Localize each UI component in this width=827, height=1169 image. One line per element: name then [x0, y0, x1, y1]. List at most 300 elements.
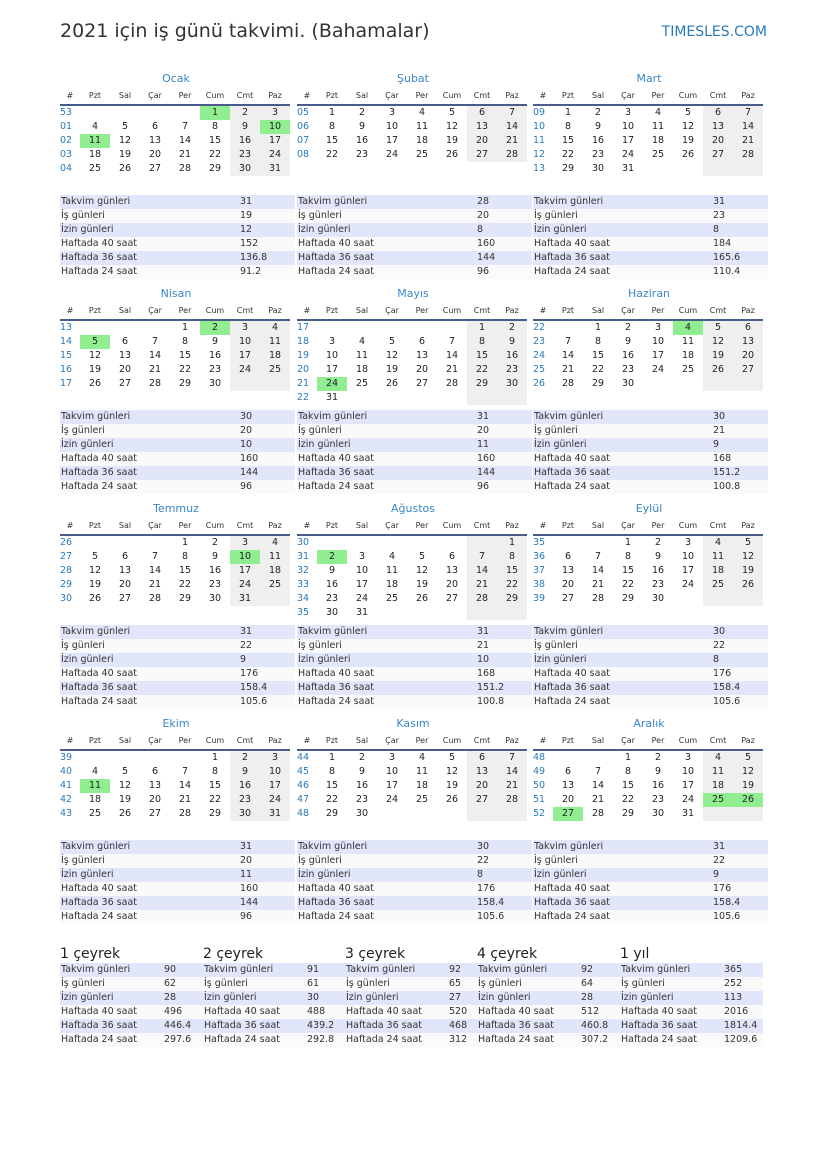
- day-cell[interactable]: 14: [148, 350, 162, 361]
- day-cell[interactable]: 11: [260, 550, 290, 564]
- day-cell[interactable]: 4: [358, 336, 366, 347]
- day-cell[interactable]: 2: [654, 752, 662, 763]
- day-cell[interactable]: 27: [467, 793, 497, 807]
- day-cell[interactable]: 16: [621, 350, 635, 361]
- day-cell[interactable]: 12: [88, 350, 102, 361]
- day-cell[interactable]: 20: [467, 779, 497, 793]
- day-cell[interactable]: 7: [467, 550, 497, 564]
- day-cell[interactable]: 9: [654, 551, 662, 562]
- day-cell[interactable]: 9: [624, 336, 632, 347]
- day-cell[interactable]: 19: [118, 149, 132, 160]
- day-cell[interactable]: 5: [733, 536, 763, 550]
- day-cell[interactable]: 17: [621, 135, 635, 146]
- day-cell[interactable]: 12: [733, 765, 763, 779]
- day-cell[interactable]: 18: [681, 350, 695, 361]
- day-cell[interactable]: 6: [448, 551, 456, 562]
- day-cell[interactable]: 9: [358, 766, 366, 777]
- day-cell[interactable]: 29: [178, 378, 192, 389]
- day-cell[interactable]: 21: [497, 134, 527, 148]
- day-cell[interactable]: 5: [448, 752, 456, 763]
- day-cell[interactable]: 26: [445, 149, 459, 160]
- day-cell[interactable]: 23: [621, 364, 635, 375]
- day-cell[interactable]: 8: [624, 766, 632, 777]
- day-cell[interactable]: 3: [684, 752, 692, 763]
- day-cell[interactable]: 14: [497, 120, 527, 134]
- day-cell[interactable]: 7: [151, 336, 159, 347]
- day-cell[interactable]: 19: [385, 364, 399, 375]
- day-cell[interactable]: 11: [415, 766, 429, 777]
- day-cell[interactable]: 31: [260, 162, 290, 176]
- day-cell[interactable]: 14: [733, 120, 763, 134]
- day-cell[interactable]: 19: [415, 579, 429, 590]
- day-cell[interactable]: 9: [328, 565, 336, 576]
- day-cell[interactable]: 6: [121, 551, 129, 562]
- day-cell[interactable]: 11: [355, 350, 369, 361]
- day-cell[interactable]: 31: [681, 808, 695, 819]
- day-cell[interactable]: 9: [230, 120, 260, 134]
- day-cell[interactable]: 3: [388, 107, 396, 118]
- day-cell[interactable]: 17: [260, 779, 290, 793]
- day-cell[interactable]: 23: [591, 149, 605, 160]
- day-cell[interactable]: 1: [594, 322, 602, 333]
- day-cell[interactable]: 6: [151, 121, 159, 132]
- day-cell[interactable]: 24: [355, 593, 369, 604]
- brand-link[interactable]: TIMESLES.COM: [661, 24, 767, 40]
- day-cell[interactable]: 13: [415, 350, 429, 361]
- day-cell[interactable]: 24: [230, 363, 260, 377]
- day-cell[interactable]: 25: [681, 364, 695, 375]
- day-cell[interactable]: 18: [88, 149, 102, 160]
- day-cell[interactable]: 22: [561, 149, 575, 160]
- day-cell[interactable]: 28: [467, 592, 497, 606]
- day-cell[interactable]: 11: [80, 779, 110, 793]
- day-cell[interactable]: 26: [733, 793, 763, 807]
- day-cell[interactable]: 16: [208, 565, 222, 576]
- day-cell[interactable]: 18: [651, 135, 665, 146]
- day-cell[interactable]: 12: [415, 565, 429, 576]
- day-cell[interactable]: 10: [230, 335, 260, 349]
- day-cell[interactable]: 25: [703, 793, 733, 807]
- day-cell[interactable]: 11: [80, 134, 110, 148]
- day-cell[interactable]: 5: [91, 551, 99, 562]
- day-cell[interactable]: 25: [355, 378, 369, 389]
- day-cell[interactable]: 9: [211, 551, 219, 562]
- day-cell[interactable]: 4: [418, 107, 426, 118]
- day-cell[interactable]: 18: [385, 579, 399, 590]
- day-cell[interactable]: 30: [621, 378, 635, 389]
- day-cell[interactable]: 6: [121, 336, 129, 347]
- day-cell[interactable]: 25: [385, 593, 399, 604]
- day-cell[interactable]: 8: [328, 766, 336, 777]
- day-cell[interactable]: 12: [445, 766, 459, 777]
- day-cell[interactable]: 20: [703, 134, 733, 148]
- day-cell[interactable]: 11: [703, 550, 733, 564]
- day-cell[interactable]: 13: [561, 565, 575, 576]
- day-cell[interactable]: 21: [467, 578, 497, 592]
- day-cell[interactable]: 27: [148, 808, 162, 819]
- day-cell[interactable]: 5: [418, 551, 426, 562]
- day-cell[interactable]: 13: [118, 350, 132, 361]
- day-cell[interactable]: 3: [684, 537, 692, 548]
- day-cell[interactable]: 14: [591, 565, 605, 576]
- day-cell[interactable]: 11: [415, 121, 429, 132]
- day-cell[interactable]: 17: [230, 564, 260, 578]
- day-cell[interactable]: 18: [260, 564, 290, 578]
- day-cell[interactable]: 15: [621, 565, 635, 576]
- day-cell[interactable]: 25: [260, 578, 290, 592]
- day-cell[interactable]: 4: [703, 536, 733, 550]
- day-cell[interactable]: 20: [445, 579, 459, 590]
- day-cell[interactable]: 1: [200, 106, 230, 120]
- day-cell[interactable]: 4: [673, 321, 703, 335]
- day-cell[interactable]: 29: [208, 808, 222, 819]
- day-cell[interactable]: 12: [118, 135, 132, 146]
- day-cell[interactable]: 21: [591, 794, 605, 805]
- day-cell[interactable]: 27: [561, 593, 575, 604]
- day-cell[interactable]: 22: [621, 579, 635, 590]
- day-cell[interactable]: 4: [418, 752, 426, 763]
- day-cell[interactable]: 17: [355, 579, 369, 590]
- day-cell[interactable]: 22: [591, 364, 605, 375]
- day-cell[interactable]: 29: [621, 593, 635, 604]
- day-cell[interactable]: 5: [121, 121, 129, 132]
- day-cell[interactable]: 2: [317, 550, 347, 564]
- day-cell[interactable]: 26: [681, 149, 695, 160]
- day-cell[interactable]: 14: [148, 565, 162, 576]
- day-cell[interactable]: 17: [260, 134, 290, 148]
- day-cell[interactable]: 28: [497, 793, 527, 807]
- day-cell[interactable]: 1: [328, 752, 336, 763]
- day-cell[interactable]: 6: [467, 106, 497, 120]
- day-cell[interactable]: 2: [358, 107, 366, 118]
- day-cell[interactable]: 4: [703, 751, 733, 765]
- day-cell[interactable]: 8: [211, 121, 219, 132]
- day-cell[interactable]: 10: [681, 766, 695, 777]
- day-cell[interactable]: 14: [445, 350, 459, 361]
- day-cell[interactable]: 27: [703, 148, 733, 162]
- day-cell[interactable]: 29: [467, 377, 497, 391]
- day-cell[interactable]: 9: [230, 765, 260, 779]
- day-cell[interactable]: 7: [733, 106, 763, 120]
- day-cell[interactable]: 18: [260, 349, 290, 363]
- day-cell[interactable]: 9: [358, 121, 366, 132]
- day-cell[interactable]: 16: [651, 565, 665, 576]
- day-cell[interactable]: 7: [497, 106, 527, 120]
- day-cell[interactable]: 2: [654, 537, 662, 548]
- day-cell[interactable]: 10: [621, 121, 635, 132]
- day-cell[interactable]: 7: [594, 551, 602, 562]
- day-cell[interactable]: 24: [385, 149, 399, 160]
- day-cell[interactable]: 8: [467, 335, 497, 349]
- day-cell[interactable]: 5: [703, 321, 733, 335]
- day-cell[interactable]: 18: [88, 794, 102, 805]
- day-cell[interactable]: 30: [355, 808, 369, 819]
- day-cell[interactable]: 24: [230, 578, 260, 592]
- day-cell[interactable]: 21: [591, 579, 605, 590]
- day-cell[interactable]: 17: [385, 780, 399, 791]
- day-cell[interactable]: 26: [88, 593, 102, 604]
- day-cell[interactable]: 15: [561, 135, 575, 146]
- day-cell[interactable]: 30: [208, 593, 222, 604]
- day-cell[interactable]: 13: [118, 565, 132, 576]
- day-cell[interactable]: 1: [624, 752, 632, 763]
- day-cell[interactable]: 19: [88, 579, 102, 590]
- day-cell[interactable]: 12: [703, 335, 733, 349]
- day-cell[interactable]: 23: [355, 794, 369, 805]
- day-cell[interactable]: 17: [385, 135, 399, 146]
- day-cell[interactable]: 13: [467, 765, 497, 779]
- day-cell[interactable]: 1: [211, 752, 219, 763]
- day-cell[interactable]: 23: [651, 794, 665, 805]
- day-cell[interactable]: 4: [91, 766, 99, 777]
- day-cell[interactable]: 30: [208, 378, 222, 389]
- day-cell[interactable]: 3: [260, 751, 290, 765]
- day-cell[interactable]: 23: [325, 593, 339, 604]
- day-cell[interactable]: 19: [681, 135, 695, 146]
- day-cell[interactable]: 30: [591, 163, 605, 174]
- day-cell[interactable]: 6: [151, 766, 159, 777]
- day-cell[interactable]: 26: [385, 378, 399, 389]
- day-cell[interactable]: 26: [703, 363, 733, 377]
- day-cell[interactable]: 3: [230, 321, 260, 335]
- day-cell[interactable]: 9: [497, 335, 527, 349]
- day-cell[interactable]: 27: [467, 148, 497, 162]
- day-cell[interactable]: 29: [591, 378, 605, 389]
- day-cell[interactable]: 9: [654, 766, 662, 777]
- day-cell[interactable]: 15: [621, 780, 635, 791]
- day-cell[interactable]: 2: [211, 537, 219, 548]
- day-cell[interactable]: 11: [681, 336, 695, 347]
- day-cell[interactable]: 7: [181, 121, 189, 132]
- day-cell[interactable]: 7: [448, 336, 456, 347]
- day-cell[interactable]: 6: [564, 766, 572, 777]
- day-cell[interactable]: 28: [591, 593, 605, 604]
- day-cell[interactable]: 18: [355, 364, 369, 375]
- day-cell[interactable]: 2: [230, 106, 260, 120]
- day-cell[interactable]: 26: [445, 794, 459, 805]
- day-cell[interactable]: 30: [230, 807, 260, 821]
- day-cell[interactable]: 10: [651, 336, 665, 347]
- day-cell[interactable]: 19: [88, 364, 102, 375]
- day-cell[interactable]: 28: [497, 148, 527, 162]
- day-cell[interactable]: 15: [325, 135, 339, 146]
- day-cell[interactable]: 15: [497, 564, 527, 578]
- day-cell[interactable]: 6: [564, 551, 572, 562]
- day-cell[interactable]: 12: [88, 565, 102, 576]
- day-cell[interactable]: 24: [681, 794, 695, 805]
- day-cell[interactable]: 3: [624, 107, 632, 118]
- day-cell[interactable]: 27: [733, 363, 763, 377]
- day-cell[interactable]: 7: [497, 751, 527, 765]
- day-cell[interactable]: 30: [651, 808, 665, 819]
- day-cell[interactable]: 26: [118, 163, 132, 174]
- day-cell[interactable]: 22: [178, 364, 192, 375]
- day-cell[interactable]: 16: [651, 780, 665, 791]
- day-cell[interactable]: 8: [181, 336, 189, 347]
- day-cell[interactable]: 19: [445, 135, 459, 146]
- day-cell[interactable]: 29: [621, 808, 635, 819]
- day-cell[interactable]: 2: [200, 321, 230, 335]
- day-cell[interactable]: 12: [385, 350, 399, 361]
- day-cell[interactable]: 25: [415, 149, 429, 160]
- day-cell[interactable]: 9: [211, 336, 219, 347]
- day-cell[interactable]: 19: [445, 780, 459, 791]
- day-cell[interactable]: 3: [230, 536, 260, 550]
- day-cell[interactable]: 10: [325, 350, 339, 361]
- day-cell[interactable]: 8: [497, 550, 527, 564]
- day-cell[interactable]: 10: [260, 765, 290, 779]
- day-cell[interactable]: 16: [230, 134, 260, 148]
- day-cell[interactable]: 29: [497, 592, 527, 606]
- day-cell[interactable]: 25: [415, 794, 429, 805]
- day-cell[interactable]: 19: [733, 564, 763, 578]
- day-cell[interactable]: 15: [208, 780, 222, 791]
- day-cell[interactable]: 13: [148, 135, 162, 146]
- day-cell[interactable]: 22: [325, 149, 339, 160]
- day-cell[interactable]: 2: [594, 107, 602, 118]
- day-cell[interactable]: 28: [591, 808, 605, 819]
- day-cell[interactable]: 30: [325, 607, 339, 618]
- day-cell[interactable]: 15: [178, 565, 192, 576]
- day-cell[interactable]: 21: [148, 364, 162, 375]
- day-cell[interactable]: 7: [151, 551, 159, 562]
- day-cell[interactable]: 21: [148, 579, 162, 590]
- day-cell[interactable]: 30: [497, 377, 527, 391]
- day-cell[interactable]: 1: [181, 537, 189, 548]
- day-cell[interactable]: 25: [651, 149, 665, 160]
- day-cell[interactable]: 16: [208, 350, 222, 361]
- day-cell[interactable]: 13: [148, 780, 162, 791]
- day-cell[interactable]: 16: [325, 579, 339, 590]
- day-cell[interactable]: 5: [388, 336, 396, 347]
- day-cell[interactable]: 22: [467, 363, 497, 377]
- day-cell[interactable]: 18: [703, 564, 733, 578]
- day-cell[interactable]: 19: [703, 349, 733, 363]
- day-cell[interactable]: 1: [328, 107, 336, 118]
- day-cell[interactable]: 28: [148, 378, 162, 389]
- day-cell[interactable]: 29: [325, 808, 339, 819]
- day-cell[interactable]: 2: [358, 752, 366, 763]
- day-cell[interactable]: 6: [467, 751, 497, 765]
- day-cell[interactable]: 3: [260, 106, 290, 120]
- day-cell[interactable]: 20: [118, 364, 132, 375]
- day-cell[interactable]: 16: [591, 135, 605, 146]
- day-cell[interactable]: 17: [681, 565, 695, 576]
- day-cell[interactable]: 16: [355, 780, 369, 791]
- day-cell[interactable]: 31: [260, 807, 290, 821]
- day-cell[interactable]: 10: [385, 121, 399, 132]
- day-cell[interactable]: 3: [328, 336, 336, 347]
- day-cell[interactable]: 14: [561, 350, 575, 361]
- day-cell[interactable]: 22: [208, 794, 222, 805]
- day-cell[interactable]: 8: [328, 121, 336, 132]
- day-cell[interactable]: 3: [358, 551, 366, 562]
- day-cell[interactable]: 23: [208, 579, 222, 590]
- day-cell[interactable]: 31: [355, 607, 369, 618]
- day-cell[interactable]: 12: [445, 121, 459, 132]
- day-cell[interactable]: 15: [467, 349, 497, 363]
- day-cell[interactable]: 20: [148, 149, 162, 160]
- day-cell[interactable]: 11: [651, 121, 665, 132]
- day-cell[interactable]: 10: [230, 550, 260, 564]
- day-cell[interactable]: 6: [703, 106, 733, 120]
- day-cell[interactable]: 15: [178, 350, 192, 361]
- day-cell[interactable]: 16: [497, 349, 527, 363]
- day-cell[interactable]: 13: [733, 335, 763, 349]
- day-cell[interactable]: 5: [80, 335, 110, 349]
- day-cell[interactable]: 26: [733, 578, 763, 592]
- day-cell[interactable]: 1: [497, 536, 527, 550]
- day-cell[interactable]: 4: [91, 121, 99, 132]
- day-cell[interactable]: 3: [388, 752, 396, 763]
- day-cell[interactable]: 30: [230, 162, 260, 176]
- day-cell[interactable]: 19: [733, 779, 763, 793]
- day-cell[interactable]: 27: [553, 807, 583, 821]
- day-cell[interactable]: 1: [624, 537, 632, 548]
- day-cell[interactable]: 22: [621, 794, 635, 805]
- day-cell[interactable]: 8: [564, 121, 572, 132]
- day-cell[interactable]: 31: [621, 163, 635, 174]
- day-cell[interactable]: 15: [591, 350, 605, 361]
- day-cell[interactable]: 7: [594, 766, 602, 777]
- day-cell[interactable]: 29: [561, 163, 575, 174]
- day-cell[interactable]: 14: [178, 135, 192, 146]
- day-cell[interactable]: 14: [178, 780, 192, 791]
- day-cell[interactable]: 10: [355, 565, 369, 576]
- day-cell[interactable]: 11: [703, 765, 733, 779]
- day-cell[interactable]: 8: [594, 336, 602, 347]
- day-cell[interactable]: 23: [355, 149, 369, 160]
- day-cell[interactable]: 23: [208, 364, 222, 375]
- day-cell[interactable]: 8: [181, 551, 189, 562]
- day-cell[interactable]: 13: [445, 565, 459, 576]
- day-cell[interactable]: 21: [178, 794, 192, 805]
- day-cell[interactable]: 21: [497, 779, 527, 793]
- day-cell[interactable]: 25: [88, 808, 102, 819]
- day-cell[interactable]: 4: [260, 321, 290, 335]
- day-cell[interactable]: 16: [355, 135, 369, 146]
- day-cell[interactable]: 20: [733, 349, 763, 363]
- day-cell[interactable]: 15: [325, 780, 339, 791]
- day-cell[interactable]: 17: [681, 780, 695, 791]
- day-cell[interactable]: 8: [211, 766, 219, 777]
- day-cell[interactable]: 28: [561, 378, 575, 389]
- day-cell[interactable]: 24: [385, 794, 399, 805]
- day-cell[interactable]: 26: [118, 808, 132, 819]
- day-cell[interactable]: 28: [733, 148, 763, 162]
- day-cell[interactable]: 27: [415, 378, 429, 389]
- day-cell[interactable]: 24: [681, 579, 695, 590]
- day-cell[interactable]: 27: [118, 378, 132, 389]
- day-cell[interactable]: 12: [681, 121, 695, 132]
- day-cell[interactable]: 5: [121, 766, 129, 777]
- day-cell[interactable]: 28: [178, 163, 192, 174]
- day-cell[interactable]: 2: [230, 751, 260, 765]
- day-cell[interactable]: 20: [561, 794, 575, 805]
- day-cell[interactable]: 26: [415, 593, 429, 604]
- day-cell[interactable]: 31: [325, 392, 339, 403]
- day-cell[interactable]: 18: [415, 135, 429, 146]
- day-cell[interactable]: 29: [178, 593, 192, 604]
- day-cell[interactable]: 27: [148, 163, 162, 174]
- day-cell[interactable]: 24: [651, 364, 665, 375]
- day-cell[interactable]: 1: [181, 322, 189, 333]
- day-cell[interactable]: 12: [733, 550, 763, 564]
- day-cell[interactable]: 4: [260, 536, 290, 550]
- day-cell[interactable]: 2: [497, 321, 527, 335]
- day-cell[interactable]: 23: [497, 363, 527, 377]
- day-cell[interactable]: 22: [178, 579, 192, 590]
